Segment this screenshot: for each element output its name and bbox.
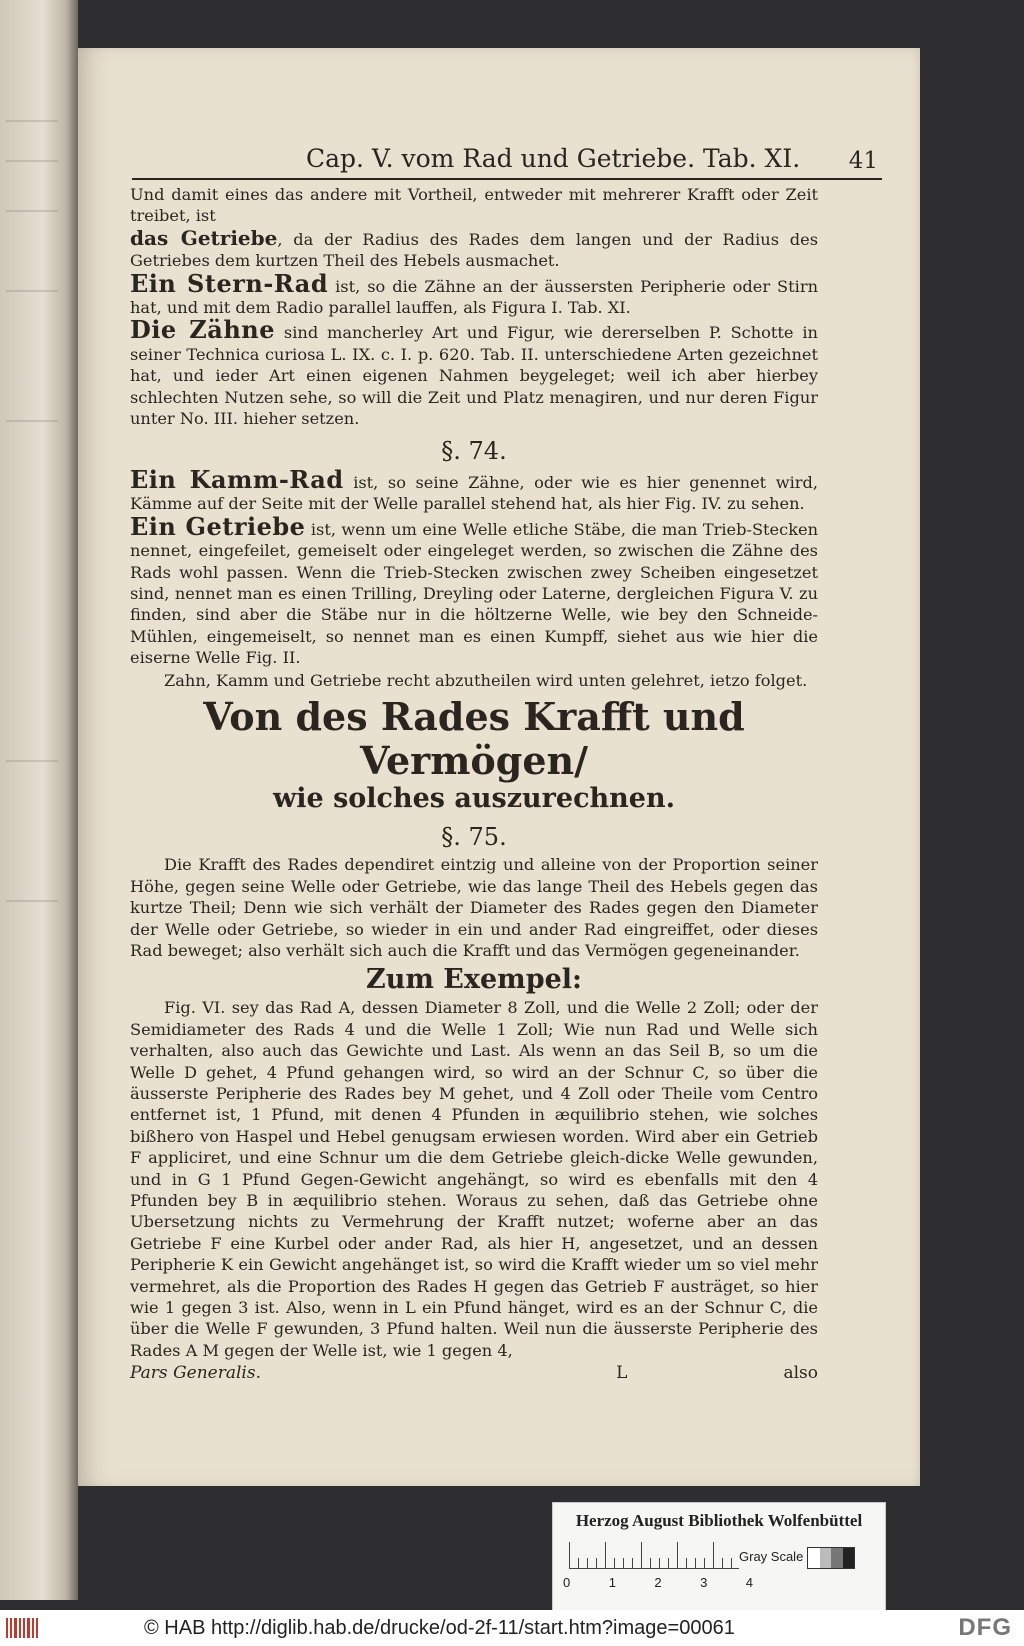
book-page [78,48,920,1486]
paragraph-text: , da der Radius des Rades dem langen und der Radius des Getriebes dem kurtzen Theil des Hebels ausmachet. [130,229,819,271]
lead-term: Ein Getriebe [130,511,306,541]
paragraph [130,268,818,319]
gray-scale-label: Gray Scale [739,1549,804,1564]
chapter-heading: Von des Rades Krafft und Vermögen/ [203,693,745,783]
lead-term: Die Zähne [130,315,276,345]
sheet-signature: L [616,1363,628,1384]
dfg-logo: DFG [958,1614,1012,1641]
paragraph-text: Die Krafft des Rades dependiret eintzig und alleine von der Proportion seiner Höhe, gegen seine Welle oder Getriebe, wie das lange Theil des Hebels gegen das kurtze Theil; Denn wie sich verhält der Diameter des Rades gegen den Diameter der Welle oder Getriebe, so wieder in ein und ander Rad eingreiffet, oder dieses Rad beweget; also verhält sich auch die Krafft und das Vermögen gegeneinander. [130,855,818,960]
gray-scale-swatches [807,1547,855,1569]
running-head: Cap. V. vom Rad und Getriebe. Tab. XI. [306,144,801,173]
lead-term: Ein Kamm-Rad [130,464,344,494]
paragraph-text: ist, wenn um eine Welle etliche Stäbe, die man Trieb-Stecken nennet, eingefeilet, gemeiselt oder eingeleget werden, so zwischen die Zähne des Rads wohl passen. Wenn die Trieb-Stecken zwischen zwey Scheiben eingesetzet sind, nennet man es einen Trilling, Dreyling oder Laterne, dergleichen Figura V. zu finden, sind aber die Stäbe nur in die höltzerne Welle, wie bey den Schneide-Mühlen, eingemeiselt, so nennet man es einen Kumpff, siehet aus wie hier die eiserne Welle Fig. II. [130,519,819,668]
paragraph-text: Fig. VI. sey das Rad A, dessen Diameter 8 Zoll, und die Welle 2 Zoll; oder der Semidiameter des Rads 4 und die Welle 1 Zoll; Wie nun Rad und Welle sich verhalten, also auch das Gewichte und Last. Als wenn an das Seil B, so um die Welle D gehet, 4 Pfund gehangen wird, so wird an der Schnur C, so über die äusserste Peripherie des Rades bey M gehet, und 4 Zoll oder Theile vom Centro entfernet ist, 1 Pfund, mit denen 4 Pfunden in æquilibrio stehen, wie solches bißhero von Haspel und Hebel genugsam erwiesen worden. Wird aber ein Getrieb F appliciret, und eine Schnur um die dem Getriebe gleich-dicke Welle gewunden, und in G 1 Pfund Gegen-Gewicht angehängt, so wird es ebenfalls mit den 4 Pfunden bey B in æquilibrio stehen. Woraus zu sehen, daß das Getriebe ohne Ubersetzung nichts zu Vermehrung der Krafft nutzet; woferne aber an das Getriebe F eine Kurbel oder ander Rad, als hier H, angesetzet, und an dessen Peripherie K ein Gewicht angehänget ist, so wird die Krafft wieder um so viel mehr vermehret, als die Proportion des Rades H gegen das Getrieb F austräget, so hier wie 1 gegen 3 ist. Also, wenn in L ein Pfund hänget, wird es an der Schnur C, die über die Welle F gewunden, 3 Pfund halten. Weil nun die äusserste Peripherie des Rades A M gegen der Welle ist, wie 1 gegen 4, [130,998,818,1360]
paragraph-text: Zahn, Kamm und Getriebe recht abzutheilen wird unten gelehret, ietzo folget. [164,670,808,690]
page-header [132,140,882,180]
section-number: §. 75. [441,822,507,851]
barcode-icon [6,1618,44,1638]
paragraph [130,854,818,961]
ruler-label: 4 [745,1575,753,1590]
page-number: 41 [848,148,878,174]
ruler-label: 1 [608,1575,616,1590]
section-number: §. 74. [441,437,507,466]
paragraph [130,184,818,227]
paragraph [130,225,819,272]
gray-swatch [820,1548,832,1568]
paragraph-text: Und damit eines das andere mit Vortheil, entweder mit mehrerer Krafft oder Zeit treibet, ist [130,185,818,226]
lead-term: Ein Stern-Rad [130,268,329,298]
example-heading: Zum Exempel: [365,964,582,996]
gray-swatch [831,1548,843,1568]
facing-page-edge [0,0,78,1600]
paragraph [130,511,819,669]
ruler-label: 0 [563,1575,571,1590]
signature-title: Pars Generalis. [130,1363,261,1384]
viewer-footer-bar [0,1610,1024,1646]
paragraph-text: sind mancherley Art und Figur, wie dererselben P. Schotte in seiner Technica curiosa L. IX. c. I. p. 620. Tab. II. unterschiedene Arten gezeichnet hat, und ieder Art einen eigenen Nahmen beygeleget; weil ich aber hierbey schlechten Nutzen sehe, so will die Zeit und Platz menagiren, und nur deren Figur unter No. III. hieher setzen. [130,323,818,429]
paragraph [130,670,818,691]
paragraph-text: ist, so seine Zähne, oder wie es hier genennet wird, Kämme auf der Seite mit der Welle parallel stehend hat, als hier Fig. IV. zu sehen. [130,472,818,514]
copyright-link[interactable]: © HAB http://diglib.hab.de/drucke/od-2f-11/start.htm?image=00061 [144,1617,735,1639]
paragraph [130,997,818,1361]
paragraph [130,464,818,515]
body-text [130,184,818,1385]
ruler-label: 3 [700,1575,708,1590]
ruler-scale [569,1543,739,1569]
paragraph [130,315,818,429]
paragraph-text: ist, so die Zähne an der äussersten Peripherie oder Stirn hat, und mit dem Radio parallel lauffen, als Figura I. Tab. XI. [130,276,818,318]
gray-swatch [843,1548,855,1568]
ruler-label: 2 [654,1575,662,1590]
lead-term: das Getriebe [130,225,278,250]
chapter-subheading: wie solches auszurechnen. [273,782,675,814]
gray-swatch [808,1548,820,1568]
catchword: also [783,1363,818,1384]
ruler-labels [563,1575,753,1590]
library-name: Herzog August Bibliothek Wolfenbüttel [575,1511,863,1530]
page-footer [130,1363,818,1384]
